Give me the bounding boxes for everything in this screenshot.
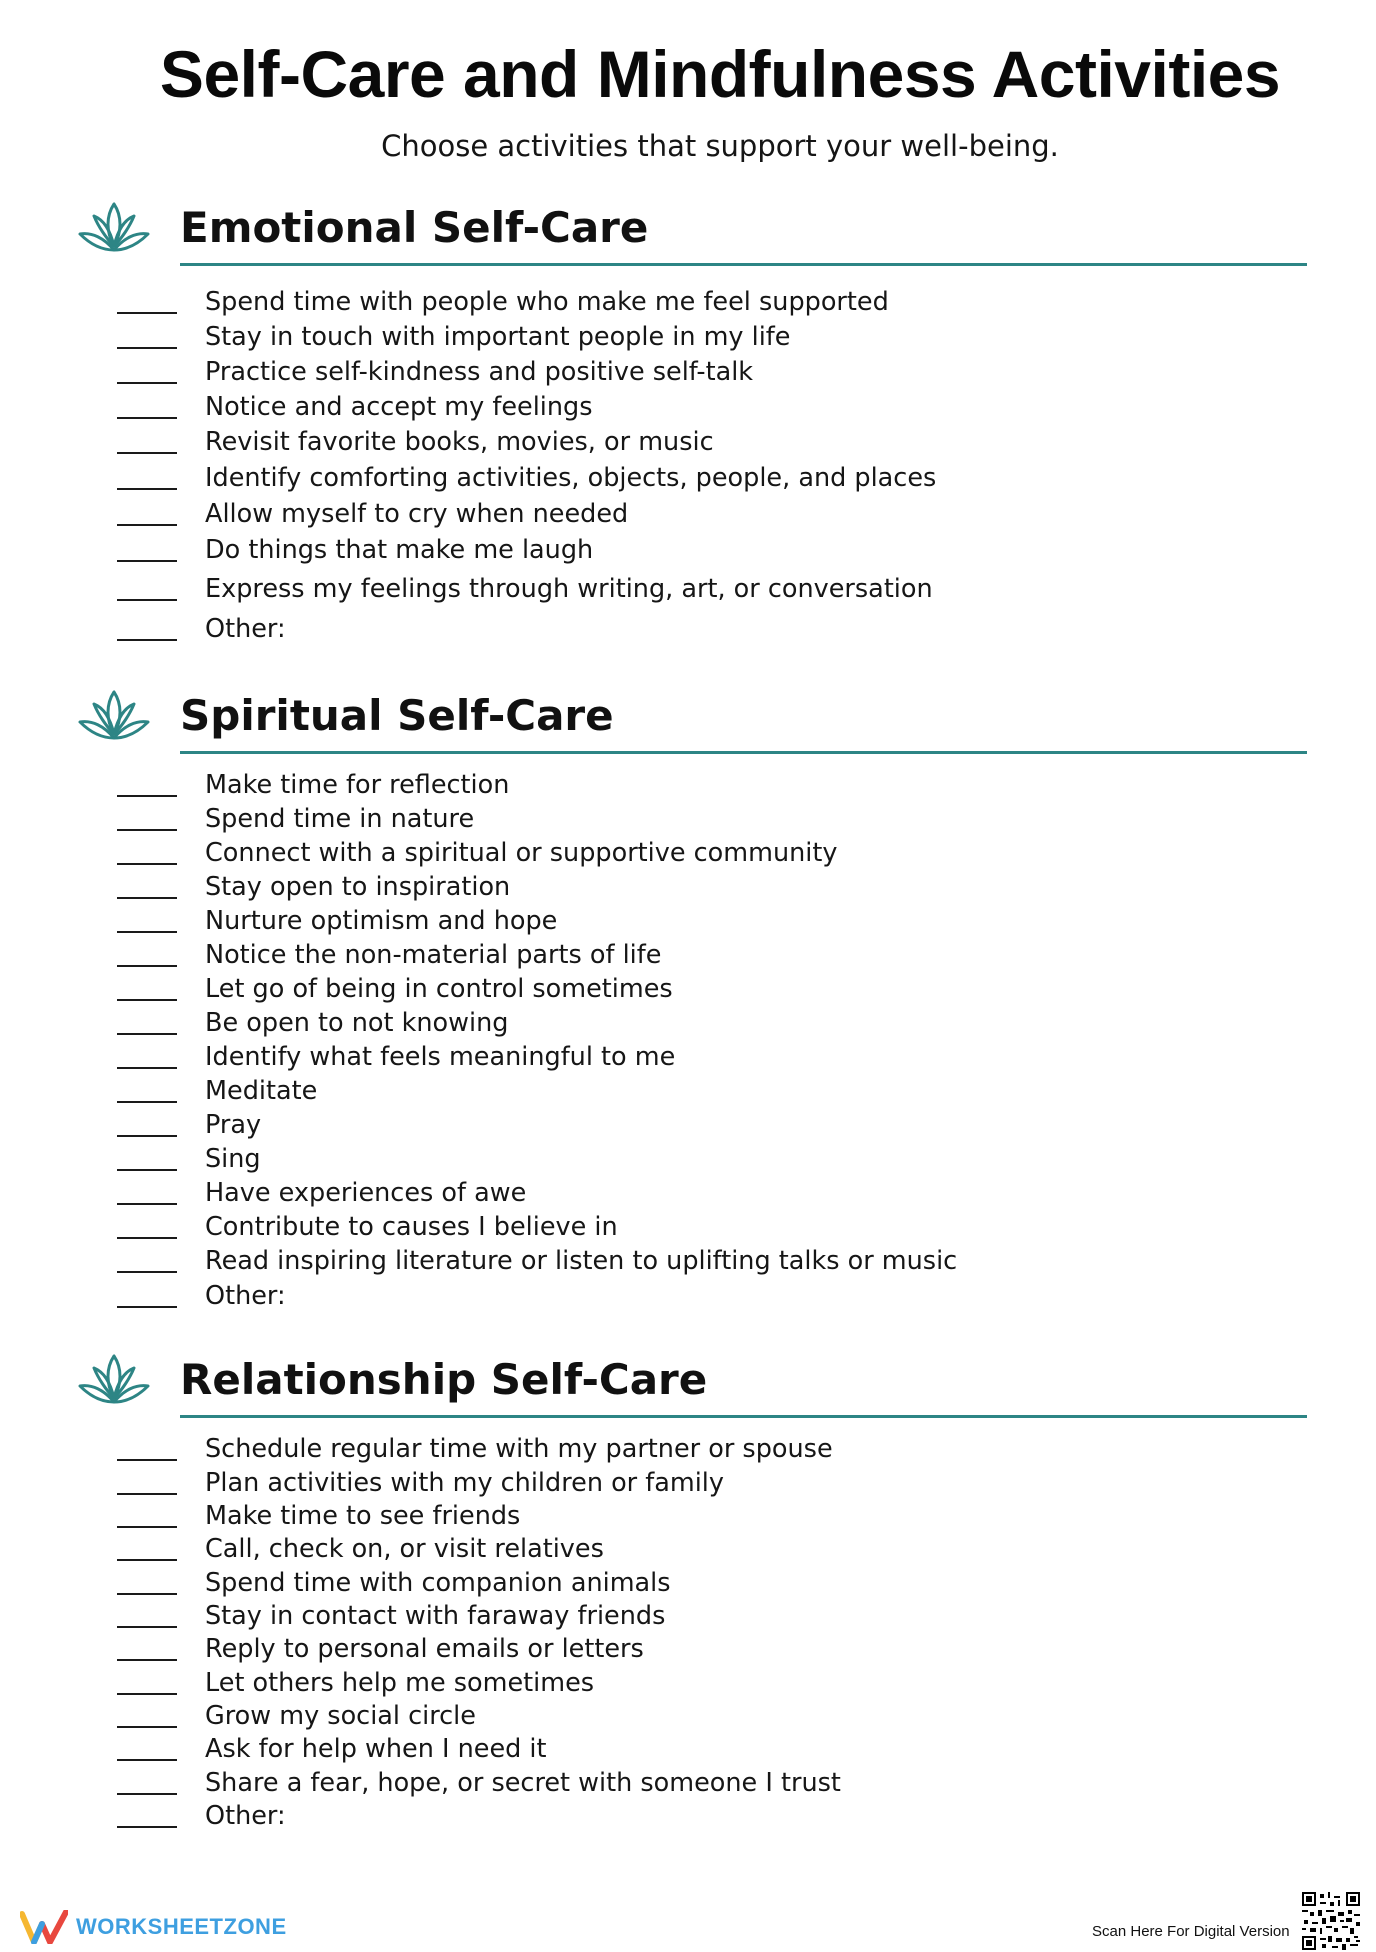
list-item: Let others help me sometimes bbox=[0, 1666, 1376, 1700]
checkbox-blank[interactable] bbox=[117, 863, 177, 865]
list-item: Practice self-kindness and positive self-talk bbox=[0, 355, 1376, 389]
checkbox-blank[interactable] bbox=[117, 452, 177, 454]
list-item: Meditate bbox=[0, 1074, 1376, 1108]
brand-logo[interactable] bbox=[20, 1908, 320, 1948]
checkbox-blank[interactable] bbox=[117, 795, 177, 797]
checkbox-blank[interactable] bbox=[117, 1271, 177, 1273]
section-divider bbox=[180, 263, 1307, 266]
list-item: Make time to see friends bbox=[0, 1499, 1376, 1533]
page-title: Self-Care and Mindfulness Activities bbox=[159, 37, 1281, 111]
lotus-icon bbox=[76, 1350, 152, 1414]
list-item: Spend time with people who make me feel supported bbox=[0, 285, 1376, 319]
section-title: Spiritual Self-Care bbox=[180, 691, 614, 740]
list-item: Connect with a spiritual or supportive community bbox=[0, 836, 1376, 870]
section-title: Emotional Self-Care bbox=[180, 203, 649, 252]
list-item: Let go of being in control sometimes bbox=[0, 972, 1376, 1006]
checkbox-blank[interactable] bbox=[117, 1593, 177, 1595]
list-item: Ask for help when I need it bbox=[0, 1732, 1376, 1766]
list-item: Plan activities with my children or family bbox=[0, 1466, 1376, 1500]
list-item: Nurture optimism and hope bbox=[0, 904, 1376, 938]
checkbox-blank[interactable] bbox=[117, 417, 177, 419]
checkbox-blank[interactable] bbox=[117, 1169, 177, 1171]
section-divider bbox=[180, 1415, 1307, 1418]
section-title: Relationship Self-Care bbox=[180, 1355, 708, 1404]
list-item: Other: bbox=[0, 1279, 1376, 1313]
checkbox-blank[interactable] bbox=[117, 1793, 177, 1795]
checkbox-blank[interactable] bbox=[117, 1559, 177, 1561]
checkbox-blank[interactable] bbox=[117, 965, 177, 967]
checkbox-blank[interactable] bbox=[117, 1237, 177, 1239]
checkbox-blank[interactable] bbox=[117, 1306, 177, 1308]
list-item: Identify what feels meaningful to me bbox=[0, 1040, 1376, 1074]
worksheetzone-logo-icon bbox=[20, 1910, 68, 1944]
list-item: Notice the non-material parts of life bbox=[0, 938, 1376, 972]
checkbox-blank[interactable] bbox=[117, 1203, 177, 1205]
list-item: Make time for reflection bbox=[0, 768, 1376, 802]
list-item: Have experiences of awe bbox=[0, 1176, 1376, 1210]
page-subtitle: Choose activities that support your well-being. bbox=[381, 129, 1059, 163]
checkbox-blank[interactable] bbox=[117, 1626, 177, 1628]
list-item: Read inspiring literature or listen to uplifting talks or music bbox=[0, 1244, 1376, 1278]
list-item: Spend time in nature bbox=[0, 802, 1376, 836]
qr-code-icon[interactable] bbox=[1302, 1892, 1360, 1950]
list-item: Notice and accept my feelings bbox=[0, 390, 1376, 424]
list-item: Other: bbox=[0, 1799, 1376, 1833]
scan-caption: Scan Here For Digital Version bbox=[1092, 1923, 1290, 1940]
checkbox-blank[interactable] bbox=[117, 1493, 177, 1495]
checkbox-blank[interactable] bbox=[117, 1101, 177, 1103]
list-item: Do things that make me laugh bbox=[0, 533, 1376, 567]
checkbox-blank[interactable] bbox=[117, 1659, 177, 1661]
list-item: Stay in contact with faraway friends bbox=[0, 1599, 1376, 1633]
checkbox-blank[interactable] bbox=[117, 999, 177, 1001]
list-item: Schedule regular time with my partner or spouse bbox=[0, 1432, 1376, 1466]
section-divider bbox=[180, 751, 1307, 754]
list-item: Call, check on, or visit relatives bbox=[0, 1532, 1376, 1566]
list-item: Allow myself to cry when needed bbox=[0, 497, 1376, 531]
checkbox-blank[interactable] bbox=[117, 1135, 177, 1137]
checkbox-blank[interactable] bbox=[117, 347, 177, 349]
checkbox-blank[interactable] bbox=[117, 1067, 177, 1069]
list-item: Identify comforting activities, objects, people, and places bbox=[0, 461, 1376, 495]
list-item: Other: bbox=[0, 612, 1376, 646]
checkbox-blank[interactable] bbox=[117, 382, 177, 384]
list-item: Spend time with companion animals bbox=[0, 1566, 1376, 1600]
checkbox-blank[interactable] bbox=[117, 1693, 177, 1695]
lotus-icon bbox=[76, 686, 152, 750]
list-item: Be open to not knowing bbox=[0, 1006, 1376, 1040]
checkbox-blank[interactable] bbox=[117, 1459, 177, 1461]
brand-name: WORKSHEETZONE bbox=[76, 1914, 287, 1939]
checkbox-blank[interactable] bbox=[117, 560, 177, 562]
checkbox-blank[interactable] bbox=[117, 599, 177, 601]
list-item: Stay open to inspiration bbox=[0, 870, 1376, 904]
checkbox-blank[interactable] bbox=[117, 829, 177, 831]
list-item: Sing bbox=[0, 1142, 1376, 1176]
list-item: Revisit favorite books, movies, or music bbox=[0, 425, 1376, 459]
checkbox-blank[interactable] bbox=[117, 931, 177, 933]
checkbox-blank[interactable] bbox=[117, 1033, 177, 1035]
list-item: Stay in touch with important people in my life bbox=[0, 320, 1376, 354]
checkbox-blank[interactable] bbox=[117, 639, 177, 641]
list-item: Reply to personal emails or letters bbox=[0, 1632, 1376, 1666]
checkbox-blank[interactable] bbox=[117, 1759, 177, 1761]
checkbox-blank[interactable] bbox=[117, 488, 177, 490]
list-item: Contribute to causes I believe in bbox=[0, 1210, 1376, 1244]
lotus-icon bbox=[76, 198, 152, 262]
checkbox-blank[interactable] bbox=[117, 524, 177, 526]
checkbox-blank[interactable] bbox=[117, 1726, 177, 1728]
checkbox-blank[interactable] bbox=[117, 1526, 177, 1528]
checkbox-blank[interactable] bbox=[117, 312, 177, 314]
list-item: Grow my social circle bbox=[0, 1699, 1376, 1733]
list-item: Pray bbox=[0, 1108, 1376, 1142]
list-item: Express my feelings through writing, art, or conversation bbox=[0, 572, 1376, 606]
checkbox-blank[interactable] bbox=[117, 897, 177, 899]
checkbox-blank[interactable] bbox=[117, 1826, 177, 1828]
list-item: Share a fear, hope, or secret with someone I trust bbox=[0, 1766, 1376, 1800]
